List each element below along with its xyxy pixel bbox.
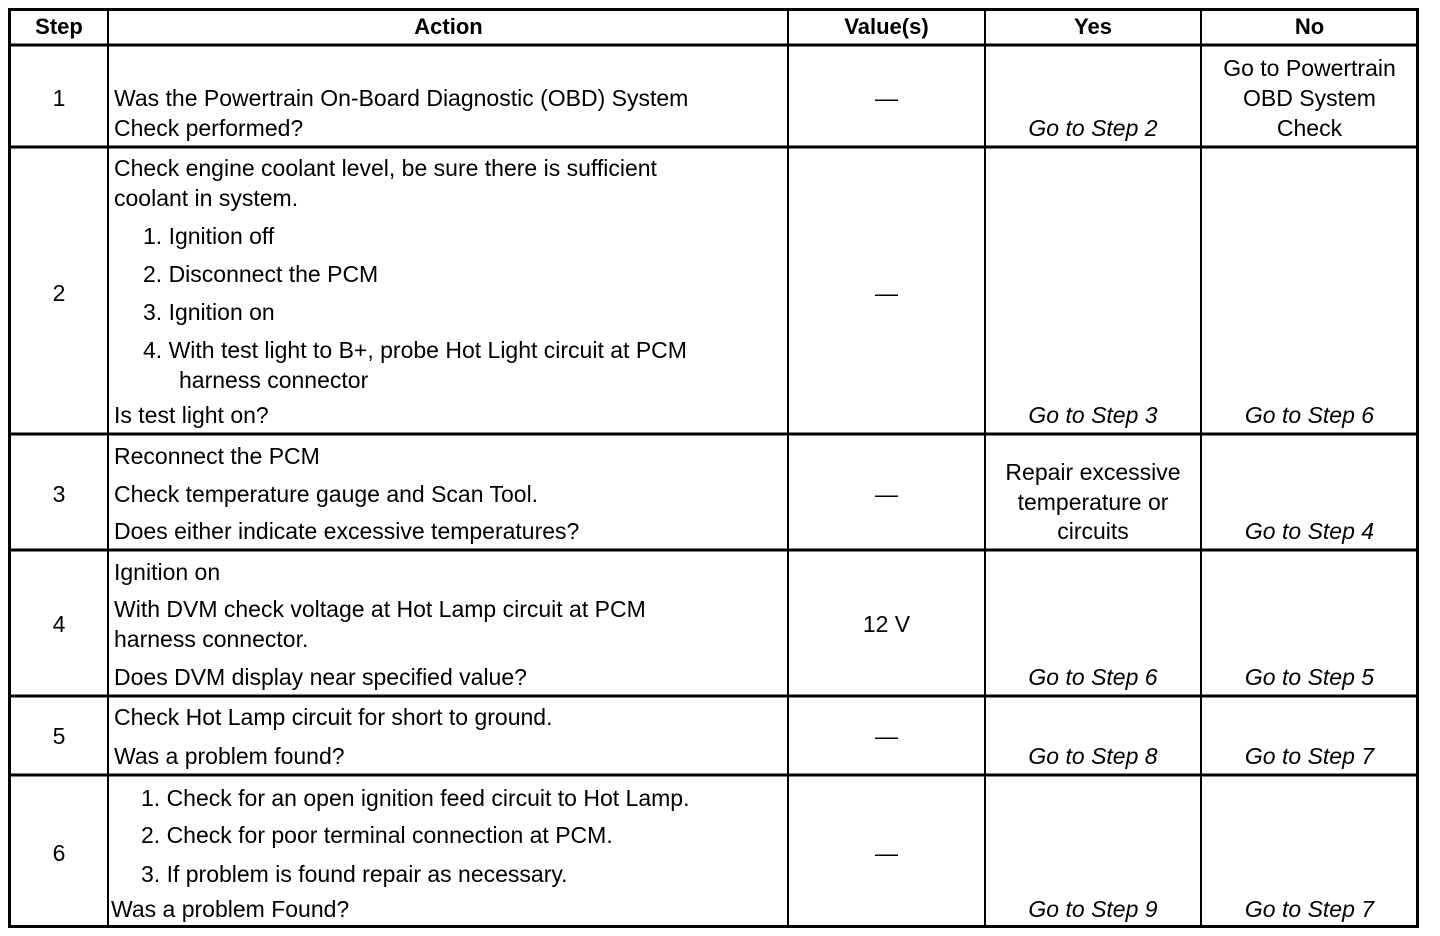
value-cell: — (875, 280, 898, 306)
header-values: Value(s) (844, 14, 929, 39)
action-step-item: 3. Ignition on (143, 299, 275, 325)
no-link[interactable]: Go to Step 7 (1244, 743, 1375, 769)
action-question: Is test light on? (114, 402, 269, 428)
no-link[interactable]: Go to Step 5 (1244, 664, 1375, 690)
step-number: 4 (52, 611, 66, 637)
action-step-item: 2. Disconnect the PCM (143, 261, 379, 287)
action-question: Was a problem Found? (111, 896, 350, 922)
action-text: Ignition on (114, 559, 221, 585)
action-question: Does DVM display near specified value? (114, 664, 527, 690)
yes-link[interactable]: Go to Step 2 (1028, 115, 1158, 141)
yes-action: circuits (1057, 518, 1129, 544)
action-step-item: 1. Check for an open ignition feed circuit to Hot Lamp. (141, 785, 690, 811)
action-text: Check temperature gauge and Scan Tool. (114, 481, 539, 507)
step-number: 2 (52, 280, 66, 306)
no-link[interactable]: Go to Step 4 (1244, 518, 1375, 544)
action-text: coolant in system. (114, 185, 299, 211)
action-text: Was the Powertrain On-Board Diagnostic (OBD) System (114, 85, 689, 111)
no-link[interactable]: Check (1276, 115, 1343, 141)
action-step-item: 1. Ignition off (143, 223, 275, 249)
yes-link[interactable]: Go to Step 9 (1028, 896, 1158, 922)
value-cell: — (875, 723, 898, 749)
action-step-item: 2. Check for poor terminal connection at PCM. (141, 822, 613, 848)
yes-link[interactable]: Go to Step 6 (1028, 664, 1158, 690)
yes-link[interactable]: Go to Step 8 (1028, 743, 1158, 769)
no-link[interactable]: Go to Powertrain (1223, 55, 1396, 81)
action-text: Check engine coolant level, be sure there is sufficient (114, 155, 657, 181)
yes-action: Repair excessive (1005, 459, 1181, 485)
header-yes: Yes (1074, 14, 1112, 39)
step-number: 3 (52, 481, 66, 507)
no-link[interactable]: Go to Step 7 (1244, 896, 1375, 922)
value-cell: — (875, 481, 898, 507)
action-question: Was a problem found? (114, 743, 345, 769)
step-number: 1 (52, 85, 66, 111)
no-link[interactable]: OBD System (1243, 85, 1376, 111)
step-number: 6 (52, 840, 66, 866)
action-text: Check performed? (114, 115, 304, 141)
action-text: Reconnect the PCM (114, 443, 320, 469)
no-link[interactable]: Go to Step 6 (1244, 402, 1375, 428)
action-text: With DVM check voltage at Hot Lamp circuit at PCM (114, 596, 646, 622)
yes-link[interactable]: Go to Step 3 (1028, 402, 1158, 428)
step-number: 5 (52, 723, 66, 749)
action-step-item: harness connector (179, 367, 369, 393)
action-step-item: 3. If problem is found repair as necessary. (141, 861, 568, 887)
action-question: Does either indicate excessive temperatures? (114, 518, 580, 544)
header-no: No (1294, 14, 1325, 39)
action-text: harness connector. (114, 626, 309, 652)
yes-action: temperature or (1017, 489, 1169, 515)
value-cell: — (875, 85, 898, 111)
header-action: Action (414, 14, 483, 39)
action-step-item: 4. With test light to B+, probe Hot Light circuit at PCM (143, 337, 687, 363)
value-cell: 12 V (862, 611, 911, 637)
value-cell: — (875, 840, 898, 866)
header-step: Step (35, 14, 83, 39)
action-text: Check Hot Lamp circuit for short to ground. (114, 704, 553, 730)
